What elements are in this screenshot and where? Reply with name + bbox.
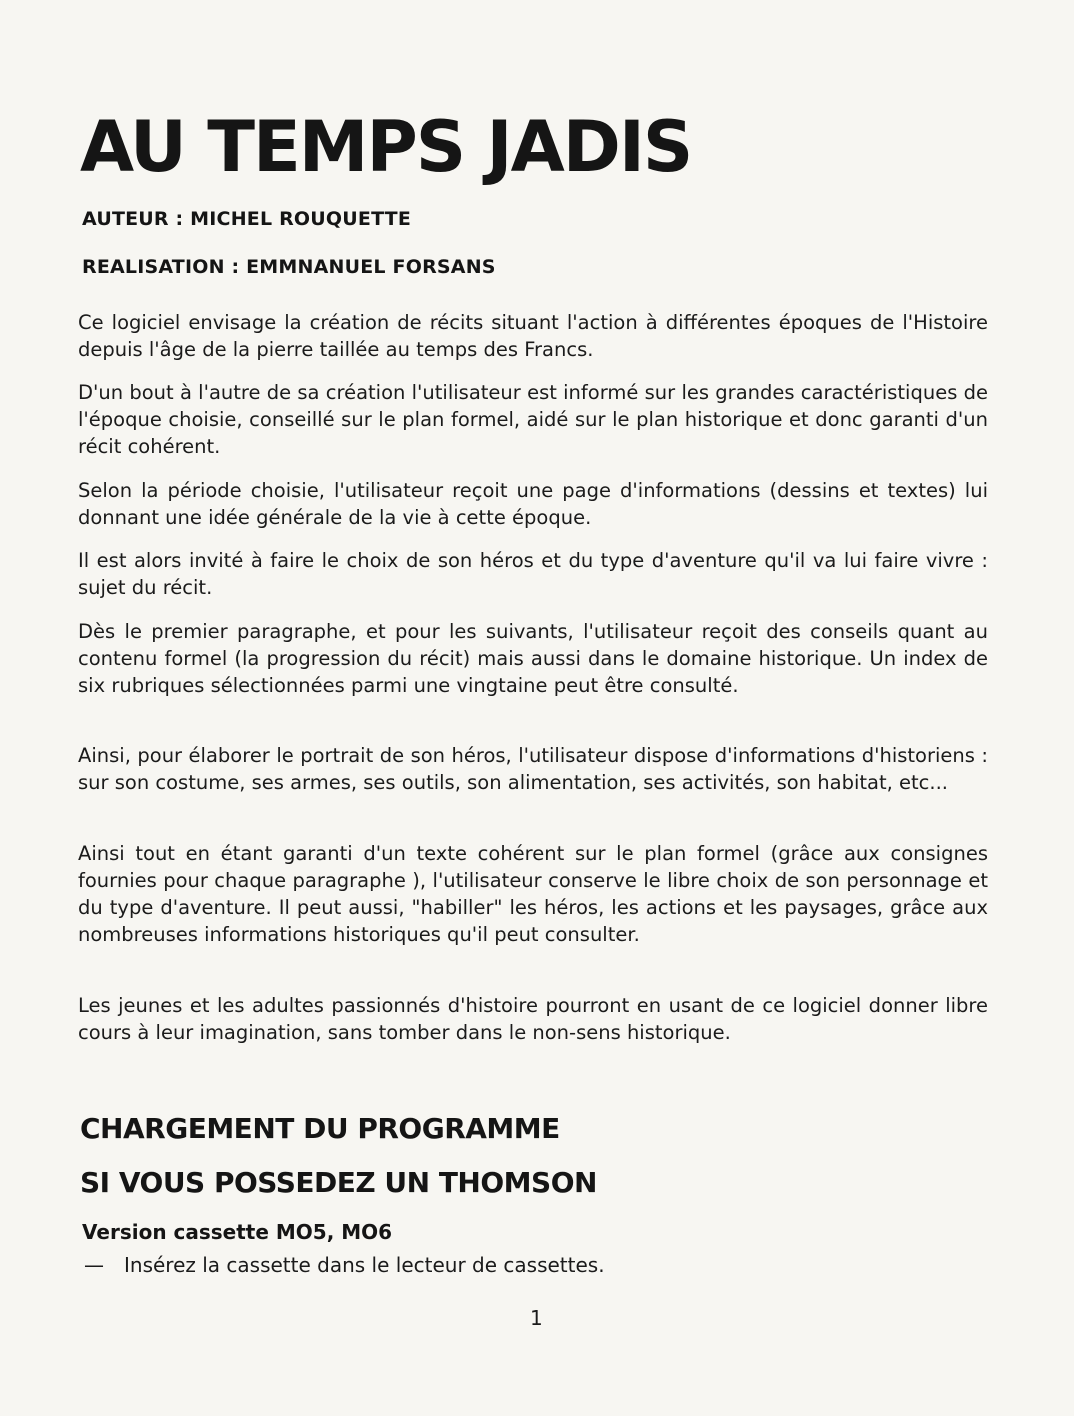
page-title: AU TEMPS JADIS bbox=[80, 106, 692, 188]
dash-bullet: — bbox=[84, 1253, 104, 1277]
body-paragraph-2: D'un bout à l'autre de sa création l'utilisateur est informé sur les grandes caractéristiques de l'époque choisie, conseillé sur le plan formel, aidé sur le plan historique et donc garanti d'un récit cohérent. bbox=[78, 381, 988, 458]
body-paragraph-8: Les jeunes et les adultes passionnés d'histoire pourront en usant de ce logiciel donner libre cours à leur imagination, sans tomber dans le non-sens historique. bbox=[78, 994, 988, 1044]
body-paragraph-7: Ainsi tout en étant garanti d'un texte cohérent sur le plan formel (grâce aux consignes fournies pour chaque paragraphe ), l'utilisateur conserve le libre choix de son personnage et du type d'aventure. Il peut aussi, "habiller" les héros, les actions et les paysages, grâce aux nombreuses informations historiques qu'il peut consulter. bbox=[78, 842, 988, 946]
section-heading-chargement: CHARGEMENT DU PROGRAMME bbox=[80, 1112, 560, 1145]
version-subheading: Version cassette MO5, MO6 bbox=[82, 1220, 393, 1244]
body-paragraph-3: Selon la période choisie, l'utilisateur reçoit une page d'informations (dessins et textes) lui donnant une idée générale de la vie à cette époque. bbox=[78, 479, 988, 529]
body-paragraph-6: Ainsi, pour élaborer le portrait de son héros, l'utilisateur dispose d'informations d'historiens : sur son costume, ses armes, ses outils, son alimentation, ses activités, son habitat, etc... bbox=[78, 744, 988, 794]
section-heading-thomson: SI VOUS POSSEDEZ UN THOMSON bbox=[80, 1166, 597, 1199]
author-credit: AUTEUR : MICHEL ROUQUETTE bbox=[82, 208, 412, 230]
page-number: 1 bbox=[530, 1306, 543, 1330]
instruction-list-item bbox=[84, 1253, 605, 1277]
body-paragraph-4: Il est alors invité à faire le choix de son héros et du type d'aventure qu'il va lui faire vivre : sujet du récit. bbox=[78, 549, 988, 599]
body-paragraph-5: Dès le premier paragraphe, et pour les suivants, l'utilisateur reçoit des conseils quant au contenu formel (la progression du récit) mais aussi dans le domaine historique. Un index de six rubriques sélectionnées parmi une vingtaine peut être consulté. bbox=[78, 620, 988, 697]
body-paragraph-1: Ce logiciel envisage la création de récits situant l'action à différentes époques de l'Histoire depuis l'âge de la pierre taillée au temps des Francs. bbox=[78, 311, 988, 361]
instruction-text: Insérez la cassette dans le lecteur de cassettes. bbox=[124, 1253, 605, 1277]
realisation-credit: REALISATION : EMMNANUEL FORSANS bbox=[82, 256, 496, 278]
